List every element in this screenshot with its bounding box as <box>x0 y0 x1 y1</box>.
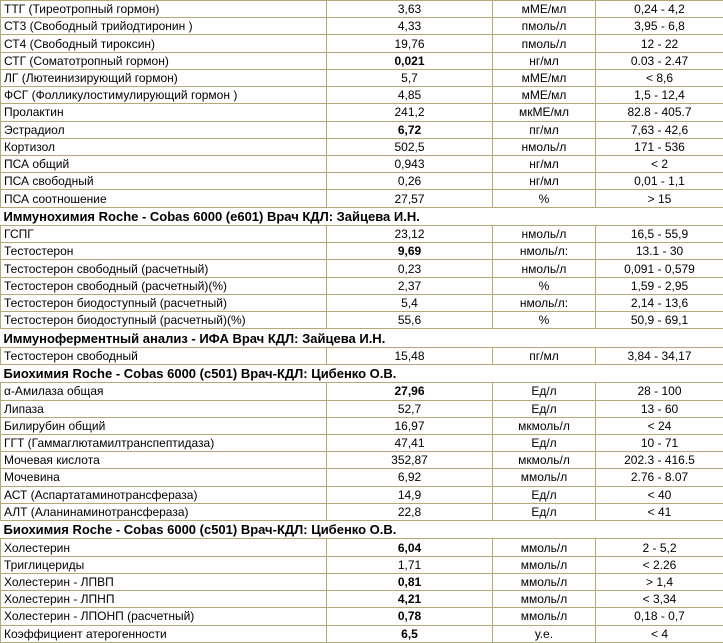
result-value: 6,92 <box>327 469 493 486</box>
reference-range: 3,84 - 34,17 <box>596 347 723 364</box>
test-name: Холестерин <box>1 539 327 556</box>
result-value: 0,943 <box>327 155 493 172</box>
test-name: ТТГ (Тиреотропный гормон) <box>1 1 327 18</box>
table-row <box>1 87 723 104</box>
table-row <box>1 417 723 434</box>
test-name: Тестостерон биодоступный (расчетный)(%) <box>1 312 327 329</box>
result-value: 9,69 <box>327 243 493 260</box>
units: пг/мл <box>493 121 596 138</box>
reference-range: 13.1 - 30 <box>596 243 723 260</box>
reference-range: 1,59 - 2,95 <box>596 277 723 294</box>
table-row <box>1 452 723 469</box>
units: Ед/л <box>493 383 596 400</box>
reference-range: 50,9 - 69,1 <box>596 312 723 329</box>
reference-range: 0,18 - 0,7 <box>596 608 723 625</box>
reference-range: 82.8 - 405.7 <box>596 104 723 121</box>
units: Ед/л <box>493 486 596 503</box>
result-value: 0,78 <box>327 608 493 625</box>
table-row <box>1 625 723 643</box>
reference-range: 16,5 - 55,9 <box>596 226 723 243</box>
section-header: Иммунохимия Roche - Cobas 6000 (e601) Врач КДЛ: Зайцева И.Н. <box>1 207 723 225</box>
units: ммоль/л <box>493 556 596 573</box>
section-header: Иммуноферментный анализ - ИФА Врач КДЛ: Зайцева И.Н. <box>1 329 723 347</box>
table-row <box>1 312 723 329</box>
table-row <box>1 608 723 625</box>
test-name: Эстрадиол <box>1 121 327 138</box>
lab-table-body <box>1 1 723 643</box>
test-name: Тестостерон свободный (расчетный) <box>1 260 327 277</box>
table-row <box>1 121 723 138</box>
result-value: 0,81 <box>327 573 493 590</box>
units: нмоль/л: <box>493 243 596 260</box>
units: мкмоль/л <box>493 417 596 434</box>
reference-range: < 24 <box>596 417 723 434</box>
table-row <box>1 294 723 311</box>
table-row <box>1 486 723 503</box>
section-header-row <box>1 521 723 539</box>
result-value: 0,021 <box>327 52 493 69</box>
result-value: 352,87 <box>327 452 493 469</box>
reference-range: < 41 <box>596 503 723 520</box>
reference-range: 10 - 71 <box>596 434 723 451</box>
result-value: 0,23 <box>327 260 493 277</box>
table-row <box>1 539 723 556</box>
reference-range: < 2 <box>596 155 723 172</box>
result-value: 6,72 <box>327 121 493 138</box>
test-name: Коэффициент атерогенности <box>1 625 327 643</box>
table-row <box>1 173 723 190</box>
reference-range: 0,24 - 4,2 <box>596 1 723 18</box>
units: нмоль/л <box>493 138 596 155</box>
test-name: Холестерин - ЛПВП <box>1 573 327 590</box>
result-value: 4,33 <box>327 18 493 35</box>
result-value: 52,7 <box>327 400 493 417</box>
result-value: 55,6 <box>327 312 493 329</box>
section-header-row <box>1 364 723 382</box>
units: нг/мл <box>493 155 596 172</box>
result-value: 2,37 <box>327 277 493 294</box>
test-name: Тестостерон биодоступный (расчетный) <box>1 294 327 311</box>
result-value: 4,21 <box>327 591 493 608</box>
section-header-row <box>1 329 723 347</box>
units: мМЕ/мл <box>493 69 596 86</box>
reference-range: 0,091 - 0,579 <box>596 260 723 277</box>
table-row <box>1 35 723 52</box>
table-row <box>1 469 723 486</box>
result-value: 15,48 <box>327 347 493 364</box>
test-name: Триглицериды <box>1 556 327 573</box>
test-name: Мочевина <box>1 469 327 486</box>
result-value: 16,97 <box>327 417 493 434</box>
result-value: 22,8 <box>327 503 493 520</box>
test-name: Холестерин - ЛПНП <box>1 591 327 608</box>
test-name: ГСПГ <box>1 226 327 243</box>
result-value: 241,2 <box>327 104 493 121</box>
test-name: ПСА соотношение <box>1 190 327 207</box>
test-name: Кортизол <box>1 138 327 155</box>
units: ммоль/л <box>493 608 596 625</box>
reference-range: 171 - 536 <box>596 138 723 155</box>
units: ммоль/л <box>493 591 596 608</box>
reference-range: < 8,6 <box>596 69 723 86</box>
result-value: 502,5 <box>327 138 493 155</box>
units: пмоль/л <box>493 35 596 52</box>
test-name: СТ3 (Свободный трийодтиронин ) <box>1 18 327 35</box>
table-row <box>1 52 723 69</box>
reference-range: 28 - 100 <box>596 383 723 400</box>
test-name: СТГ (Соматотропный гормон) <box>1 52 327 69</box>
table-row <box>1 1 723 18</box>
reference-range: 0,01 - 1,1 <box>596 173 723 190</box>
reference-range: > 1,4 <box>596 573 723 590</box>
result-value: 14,9 <box>327 486 493 503</box>
table-row <box>1 243 723 260</box>
table-row <box>1 190 723 207</box>
units: Ед/л <box>493 400 596 417</box>
units: нмоль/л <box>493 226 596 243</box>
result-value: 23,12 <box>327 226 493 243</box>
section-header-row <box>1 207 723 225</box>
units: нг/мл <box>493 52 596 69</box>
table-row <box>1 138 723 155</box>
units: мМЕ/мл <box>493 87 596 104</box>
units: пг/мл <box>493 347 596 364</box>
test-name: Билирубин общий <box>1 417 327 434</box>
reference-range: 2.76 - 8.07 <box>596 469 723 486</box>
reference-range: < 4 <box>596 625 723 643</box>
test-name: ФСГ (Фолликулостимулирующий гормон ) <box>1 87 327 104</box>
table-row <box>1 226 723 243</box>
result-value: 3,63 <box>327 1 493 18</box>
units: % <box>493 277 596 294</box>
test-name: ПСА общий <box>1 155 327 172</box>
units: Ед/л <box>493 434 596 451</box>
reference-range: < 3,34 <box>596 591 723 608</box>
table-row <box>1 434 723 451</box>
reference-range: < 2.26 <box>596 556 723 573</box>
units: % <box>493 190 596 207</box>
test-name: Тестостерон <box>1 243 327 260</box>
units: % <box>493 312 596 329</box>
test-name: Тестостерон свободный (расчетный)(%) <box>1 277 327 294</box>
table-row <box>1 591 723 608</box>
test-name: ГГТ (Гаммаглютамилтранспептидаза) <box>1 434 327 451</box>
section-header: Биохимия Roche - Cobas 6000 (c501) Врач-КДЛ: Цибенко О.В. <box>1 364 723 382</box>
result-value: 47,41 <box>327 434 493 451</box>
result-value: 27,96 <box>327 383 493 400</box>
result-value: 1,71 <box>327 556 493 573</box>
table-row <box>1 18 723 35</box>
units: пмоль/л <box>493 18 596 35</box>
reference-range: 3,95 - 6,8 <box>596 18 723 35</box>
units: нг/мл <box>493 173 596 190</box>
result-value: 0,26 <box>327 173 493 190</box>
units: нмоль/л <box>493 260 596 277</box>
table-row <box>1 69 723 86</box>
units: нмоль/л: <box>493 294 596 311</box>
result-value: 6,5 <box>327 625 493 643</box>
reference-range: < 40 <box>596 486 723 503</box>
test-name: Мочевая кислота <box>1 452 327 469</box>
test-name: СТ4 (Свободный тироксин) <box>1 35 327 52</box>
units: ммоль/л <box>493 539 596 556</box>
units: мкмоль/л <box>493 452 596 469</box>
table-row <box>1 573 723 590</box>
test-name: Пролактин <box>1 104 327 121</box>
test-name: ПСА свободный <box>1 173 327 190</box>
test-name: АЛТ (Аланинаминотрансфераза) <box>1 503 327 520</box>
table-row <box>1 260 723 277</box>
result-value: 6,04 <box>327 539 493 556</box>
table-row <box>1 277 723 294</box>
units: ммоль/л <box>493 469 596 486</box>
result-value: 27,57 <box>327 190 493 207</box>
units: Ед/л <box>493 503 596 520</box>
table-row <box>1 383 723 400</box>
table-row <box>1 155 723 172</box>
test-name: Тестостерон свободный <box>1 347 327 364</box>
result-value: 19,76 <box>327 35 493 52</box>
result-value: 5,4 <box>327 294 493 311</box>
table-row <box>1 503 723 520</box>
reference-range: 12 - 22 <box>596 35 723 52</box>
reference-range: > 15 <box>596 190 723 207</box>
table-row <box>1 556 723 573</box>
test-name: Липаза <box>1 400 327 417</box>
reference-range: 13 - 60 <box>596 400 723 417</box>
units: ммоль/л <box>493 573 596 590</box>
reference-range: 0.03 - 2.47 <box>596 52 723 69</box>
reference-range: 2,14 - 13,6 <box>596 294 723 311</box>
reference-range: 202.3 - 416.5 <box>596 452 723 469</box>
table-row <box>1 400 723 417</box>
result-value: 4,85 <box>327 87 493 104</box>
test-name: ЛГ (Лютеинизирующий гормон) <box>1 69 327 86</box>
table-row <box>1 347 723 364</box>
reference-range: 7,63 - 42,6 <box>596 121 723 138</box>
reference-range: 2 - 5,2 <box>596 539 723 556</box>
units: мкМЕ/мл <box>493 104 596 121</box>
result-value: 5,7 <box>327 69 493 86</box>
section-header: Биохимия Roche - Cobas 6000 (c501) Врач-КДЛ: Цибенко О.В. <box>1 521 723 539</box>
test-name: АСТ (Аспартатаминотрансфераза) <box>1 486 327 503</box>
test-name: Холестерин - ЛПОНП (расчетный) <box>1 608 327 625</box>
units: мМЕ/мл <box>493 1 596 18</box>
reference-range: 1,5 - 12,4 <box>596 87 723 104</box>
units: у.е. <box>493 625 596 643</box>
table-row <box>1 104 723 121</box>
test-name: α-Амилаза общая <box>1 383 327 400</box>
